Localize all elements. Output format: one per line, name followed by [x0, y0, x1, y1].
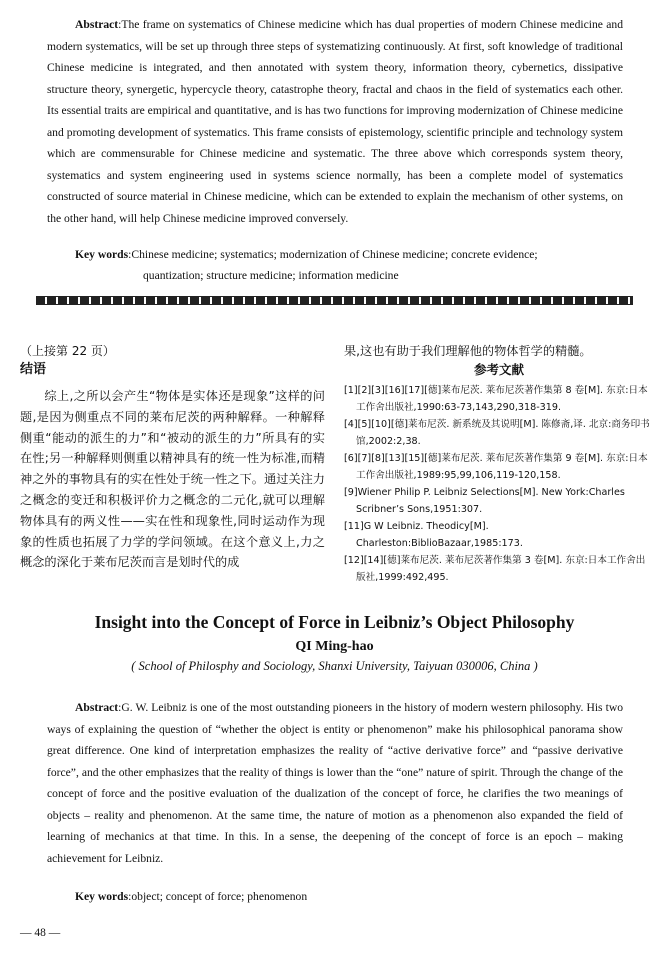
left-column	[20, 342, 325, 573]
reference-item: [1][2][3][16][17][德]莱布尼茨. 莱布尼茨著作集第 8 卷[M]. 东京:日本工作舍出版社,1990:63-73,143,290,318-319.	[344, 385, 648, 413]
abstract-label: Abstract	[75, 18, 119, 31]
reference-item: [12][14][德]莱布尼茨. 莱布尼茨著作集第 3 卷[M]. 东京:日本工作舍出版社,1999:492,495.	[344, 555, 646, 583]
section-divider	[36, 296, 633, 305]
abstract-label: Abstract	[75, 701, 119, 714]
author-affiliation: ( School of Philosphy and Sociology, Shanxi University, Taiyuan 030006, China )	[131, 659, 538, 673]
page-number: — 48 —	[20, 927, 61, 939]
top-keywords	[75, 244, 635, 286]
english-keywords	[75, 886, 635, 907]
reference-list	[344, 382, 654, 586]
article-title: Insight into the Concept of Force in Leibniz’s Object Philosophy	[94, 612, 575, 632]
keywords-label: Key words	[75, 890, 129, 903]
references-heading: 参考文献	[473, 362, 524, 377]
keywords-line-2: quantization; structure medicine; information medicine	[143, 269, 399, 282]
section-heading: 结语	[20, 362, 47, 377]
abstract-text: :The frame on systematics of Chinese medicine which has dual properties of modern Chinese medicine and modern systematics, will be set up through three steps of systematizing continuously. At first, soft knowledge of traditional Chinese medicine is integrated, and then annotated with system theory, information theory, cybernetics, dissipative structure theory, synergetic, hypercycle theory, catastrophe theory, fractal and chaos in the field of systematics each other. Its essential traits are empirical and quantitative, and is has two functions for improving modernization of Chinese medicine and promoting development of systematics. This frame consists of epistemology, scientific principle and technology system which are commensurable for Chinese medicine and systematic. The three above which corresponds system theory, systematics and system engineering used in systems science normally, has been a complete model of systematics constructed of source material in Chinese medicine, which can be extended to explain the mechanism of other systems, on the other hand, will help Chinese medicine improved conversely.	[47, 18, 623, 225]
english-abstract	[47, 697, 623, 869]
reference-item: [9]Wiener Philip P. Leibniz Selections[M]. New York:Charles Scribner’s Sons,1951:307.	[344, 487, 625, 515]
keywords-line-1: :Chinese medicine; systematics; modernization of Chinese medicine; concrete evidence;	[128, 248, 538, 261]
continued-note: （上接第 22 页）	[20, 344, 115, 358]
right-column	[344, 342, 654, 586]
keywords-text: :object; concept of force; phenomenon	[128, 890, 308, 903]
conclusion-paragraph: 综上,之所以会产生“物体是实体还是现象”这样的问题,是因为侧重点不同的莱布尼茨的两种解释。一种解释侧重“能动的派生的力”和“被动的派生的力”所具有的实在性;另一种解释则侧重以精神具有的统一性为标准,而精神之外的事物具有的实在性处于统一性之下。通过关注力之概念的变迁和积极评价力之概念的二元化,就可以理解物体具有的两义性——实在性和现象性,同时运动作为现象的性质也拓展了力学的学问领域。在这个意义上,力之概念的深化于莱布尼茨而言是划时代的成	[20, 389, 325, 570]
article-author: QI Ming-hao	[295, 639, 374, 654]
keywords-label: Key words	[75, 248, 129, 261]
reference-item: [6][7][8][13][15][德]莱布尼茨. 莱布尼茨著作集第 9 卷[M]. 东京:日本工作舍出版社,1989:95,99,106,119-120,158.	[344, 453, 648, 481]
reference-item: [11]G W Leibniz. Theodicy[M]. Charleston:BiblioBazaar,1985:173.	[344, 521, 523, 549]
abstract-text: :G. W. Leibniz is one of the most outstanding pioneers in the history of modern western philosophy. His two ways of explaining the question of “whether the object is entity or phenomenon” make his philosophical panorama show great difference. One kind of interpretation emphasizes the reality of “active derivative force” and “passive derivative force”, and the other emphasizes that the reality of things is lower than the “one” nature of spirit. Through the change of the concept of force and the positive evaluation of the dualization of the concept of force, he clarifies the two meanings of objects – reality and phenomenon. At the same time, the nature of motion as a phenomenon also expanded the field of learning of mechanics at that time. In this. In a sense, the deepening of the concept of force is an epoch – making achievement for Leibniz.	[47, 701, 623, 865]
top-abstract	[47, 14, 623, 229]
reference-item: [4][5][10][德]莱布尼茨. 新系统及其说明[M]. 陈修斋,译. 北京:商务印书馆,2002:2,38.	[344, 419, 650, 447]
continuation-text: 果,这也有助于我们理解他的物体哲学的精髓。	[344, 344, 592, 358]
